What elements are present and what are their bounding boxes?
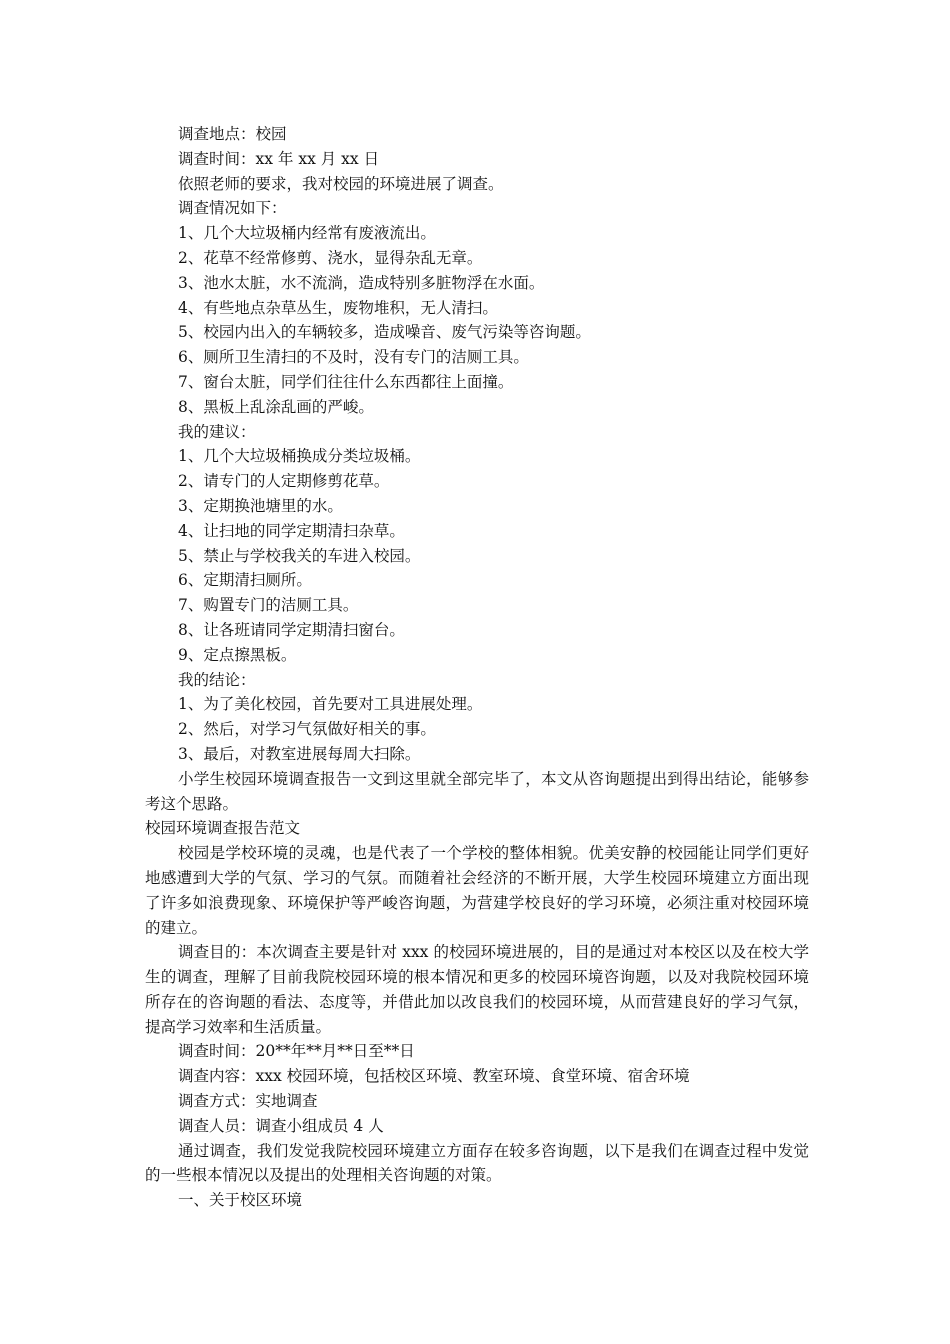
- conclusion-item: 3、最后，对教室进展每周大扫除。: [178, 744, 421, 763]
- section-title: 校园环境调查报告范文: [145, 819, 301, 838]
- suggestion-item: 4、让扫地的同学定期清扫杂草。: [178, 521, 405, 540]
- situation-heading: 调查情况如下：: [178, 199, 287, 218]
- suggestion-item: 6、定期清扫厕所。: [178, 571, 312, 590]
- conclusion-item: 1、为了美化校园，首先要对工具进展处理。: [178, 695, 483, 714]
- conclusion-item: 2、然后，对学习气氛做好相关的事。: [178, 720, 436, 739]
- situation-item: 1、几个大垃圾桶内经常有废液流出。: [178, 224, 436, 243]
- survey-time: 调查时间：xx 年 xx 月 xx 日: [178, 149, 380, 168]
- subsection-title: 一、关于校区环境: [178, 1191, 303, 1210]
- document-page: [145, 122, 809, 1213]
- detail-content: 调查内容：xxx 校园环境，包括校区环境、教室环境、食堂环境、宿舍环境: [178, 1067, 690, 1086]
- summary-paragraph: 小学生校园环境调查报告一文到这里就全部完毕了，本文从咨询题提出到得出结论，能够参考这个思路。: [145, 769, 809, 813]
- intro-line: 依照老师的要求，我对校园的环境进展了调查。: [178, 174, 504, 193]
- intro-paragraph: 校园是学校环境的灵魂，也是代表了一个学校的整体相貌。优美安静的校园能让同学们更好地感遭到大学的气氛、学习的气氛。而随着社会经济的不断开展，大学生校园环境建立方面出现了许多如浪费现象、环境保护等严峻咨询题，为营建学校良好的学习环境，必须注重对校园环境的建立。: [145, 844, 809, 937]
- situation-item: 5、校园内出入的车辆较多，造成噪音、废气污染等咨询题。: [178, 323, 591, 342]
- detail-method: 调查方式：实地调查: [178, 1092, 318, 1111]
- suggestion-item: 9、定点擦黑板。: [178, 645, 297, 664]
- situation-item: 4、有些地点杂草丛生，废物堆积，无人清扫。: [178, 298, 498, 317]
- purpose-paragraph: 调查目的：本次调查主要是针对 xxx 的校园环境进展的，目的是通过对本校区以及在校大学生的调查，理解了目前我院校园环境的根本情况和更多的校园环境咨询题，以及对我院校园环境所存在的咨询题的看法、态度等，并借此加以改良我们的校园环境，从而营建良好的学习气氛，提高学习效率和生活质量。: [145, 943, 809, 1036]
- findings-paragraph: 通过调查，我们发觉我院校园环境建立方面存在较多咨询题，以下是我们在调查过程中发觉的一些根本情况以及提出的处理相关咨询题的对策。: [145, 1141, 809, 1185]
- conclusion-heading: 我的结论：: [178, 670, 256, 689]
- situation-item: 7、窗台太脏，同学们往往什么东西都往上面撞。: [178, 372, 514, 391]
- suggestion-item: 5、禁止与学校我关的车进入校园。: [178, 546, 421, 565]
- situation-item: 2、花草不经常修剪、浇水，显得杂乱无章。: [178, 248, 483, 267]
- suggestion-item: 7、购置专门的洁厕工具。: [178, 596, 359, 615]
- situation-item: 6、厕所卫生清扫的不及时，没有专门的洁厕工具。: [178, 348, 529, 367]
- suggestion-heading: 我的建议：: [178, 422, 256, 441]
- suggestion-item: 2、请专门的人定期修剪花草。: [178, 472, 390, 491]
- suggestion-item: 8、让各班请同学定期清扫窗台。: [178, 620, 405, 639]
- situation-item: 8、黑板上乱涂乱画的严峻。: [178, 397, 374, 416]
- suggestion-item: 3、定期换池塘里的水。: [178, 496, 343, 515]
- detail-time: 调查时间：20**年**月**日至**日: [178, 1042, 415, 1061]
- detail-staff: 调查人员：调查小组成员 4 人: [178, 1116, 384, 1135]
- suggestion-item: 1、几个大垃圾桶换成分类垃圾桶。: [178, 447, 421, 466]
- survey-location: 调查地点：校园: [178, 125, 287, 143]
- situation-item: 3、池水太脏，水不流淌，造成特别多脏物浮在水面。: [178, 273, 545, 292]
